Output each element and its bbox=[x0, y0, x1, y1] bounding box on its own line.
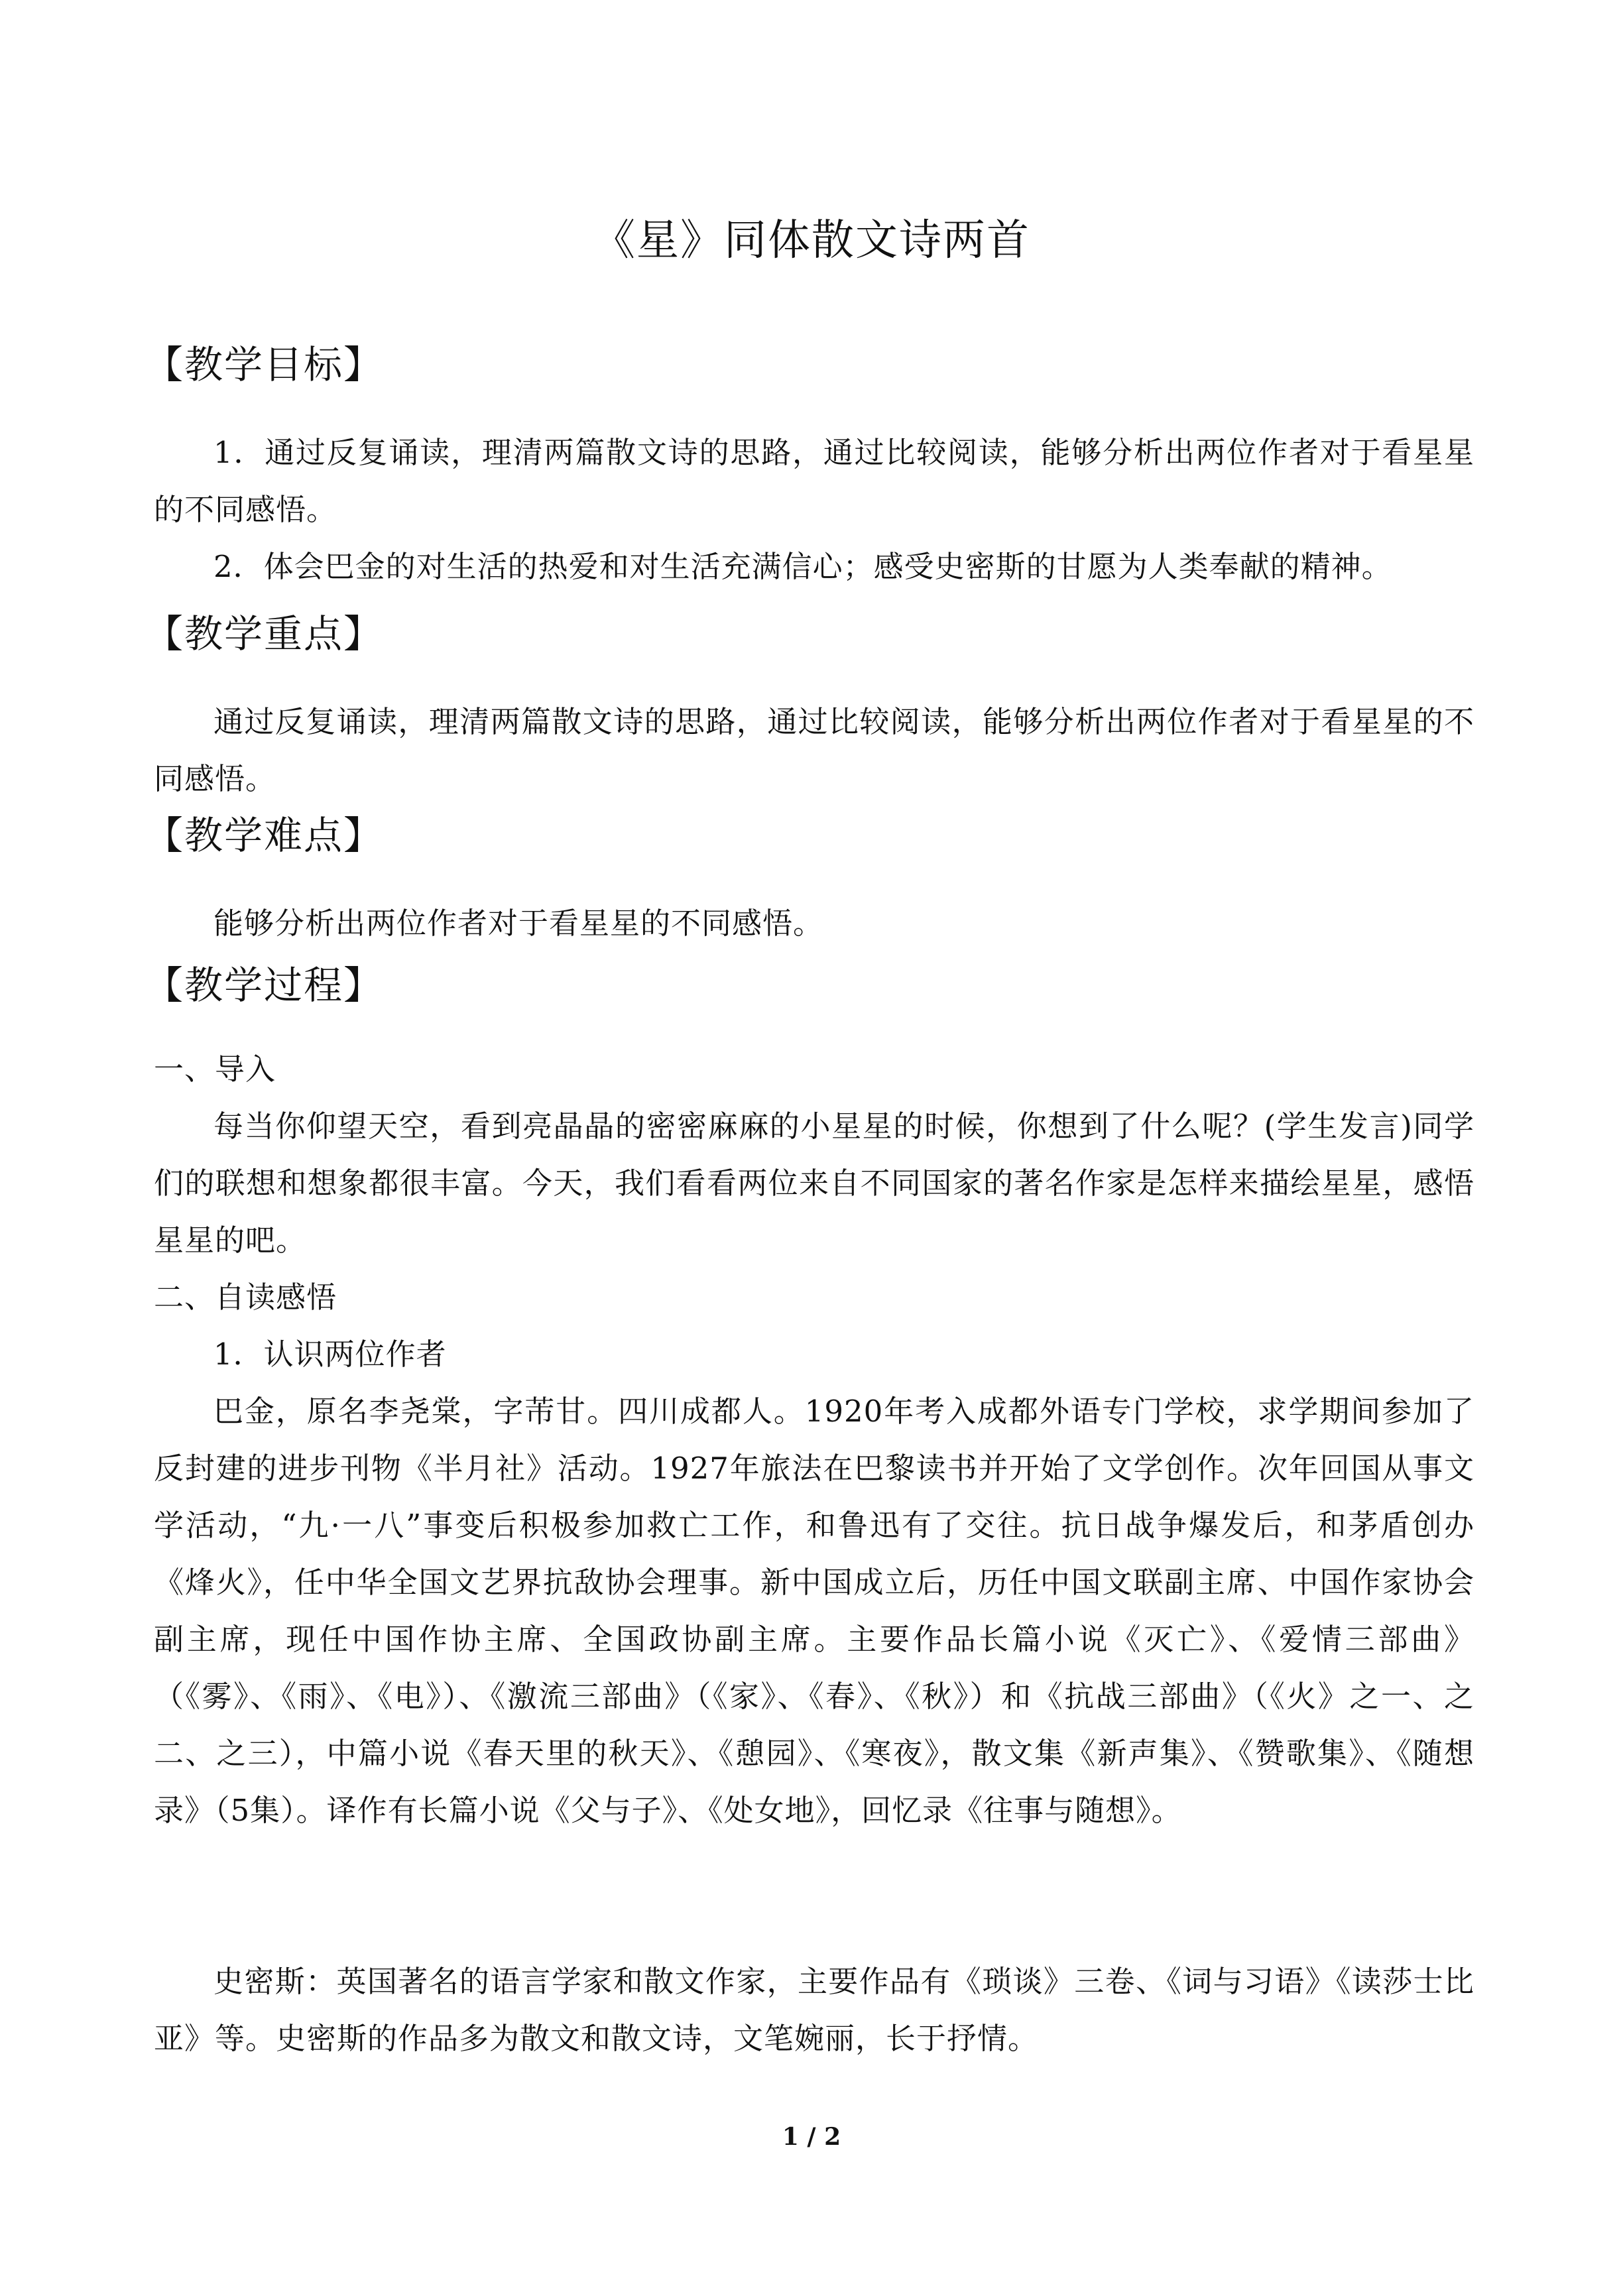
page-number: 1 / 2 bbox=[782, 2123, 841, 2151]
goal-item-1: 1．通过反复诵读，理清两篇散文诗的思路，通过比较阅读，能够分析出两位作者对于看星星的不同感悟。 bbox=[154, 435, 1474, 527]
intro-paragraph: 每当你仰望天空，看到亮晶晶的密密麻麻的小星星的时候，你想到了什么呢？(学生发言)同学们的联想和想象都很丰富。今天，我们看看两位来自不同国家的著名作家是怎样来描绘星星，感悟星星的吧。 bbox=[154, 1109, 1474, 1258]
authors-subheading: 1．认识两位作者 bbox=[213, 1337, 447, 1372]
document-title: 《星》同体散文诗两首 bbox=[593, 216, 1030, 265]
section-intro-heading: 一、导入 bbox=[154, 1052, 276, 1087]
difficulties-text: 能够分析出两位作者对于看星星的不同感悟。 bbox=[213, 906, 824, 941]
bajin-paragraph: 巴金，原名李尧棠，字芾甘。四川成都人。1920年考入成都外语专门学校，求学期间参加了反封建的进步刊物《半月社》活动。1927年旅法在巴黎读书并开始了文学创作。次年回国从事文学活动，“九·一八”事变后积极参加救亡工作，和鲁迅有了交往。抗日战争爆发后，和茅盾创办《烽火》，任中华全国文艺界抗敌协会理事。新中国成立后，历任中国文联副主席、中国作家协会副主席，现任中国作协主席、全国政协副主席。主要作品长篇小说《灭亡》、《爱情三部曲》（《雾》、《雨》、《电》）、《激流三部曲》（《家》、《春》、《秋》）和《抗战三部曲》（《火》之一、之二、之三），中篇小说《春天里的秋天》、《憩园》、《寒夜》，散文集《新声集》、《赞歌集》、《随想录》（5集）。译作有长篇小说《父与子》、《处女地》，回忆录《往事与随想》。 bbox=[154, 1394, 1474, 1828]
heading-difficulties: 【教学难点】 bbox=[145, 813, 384, 858]
smith-paragraph: 史密斯：英国著名的语言学家和散文作家，主要作品有《琐谈》三卷、《词与习语》《读莎士比亚》等。史密斯的作品多为散文和散文诗，文笔婉丽，长于抒情。 bbox=[154, 1964, 1474, 2056]
heading-key-points: 【教学重点】 bbox=[145, 611, 384, 656]
section-self-reading-heading: 二、自读感悟 bbox=[154, 1280, 337, 1315]
heading-teaching-goals: 【教学目标】 bbox=[145, 342, 384, 387]
heading-teaching-process: 【教学过程】 bbox=[145, 963, 384, 1008]
key-points-text: 通过反复诵读，理清两篇散文诗的思路，通过比较阅读，能够分析出两位作者对于看星星的不同感悟。 bbox=[154, 704, 1474, 796]
goal-item-2: 2．体会巴金的对生活的热爱和对生活充满信心；感受史密斯的甘愿为人类奉献的精神。 bbox=[213, 549, 1392, 584]
